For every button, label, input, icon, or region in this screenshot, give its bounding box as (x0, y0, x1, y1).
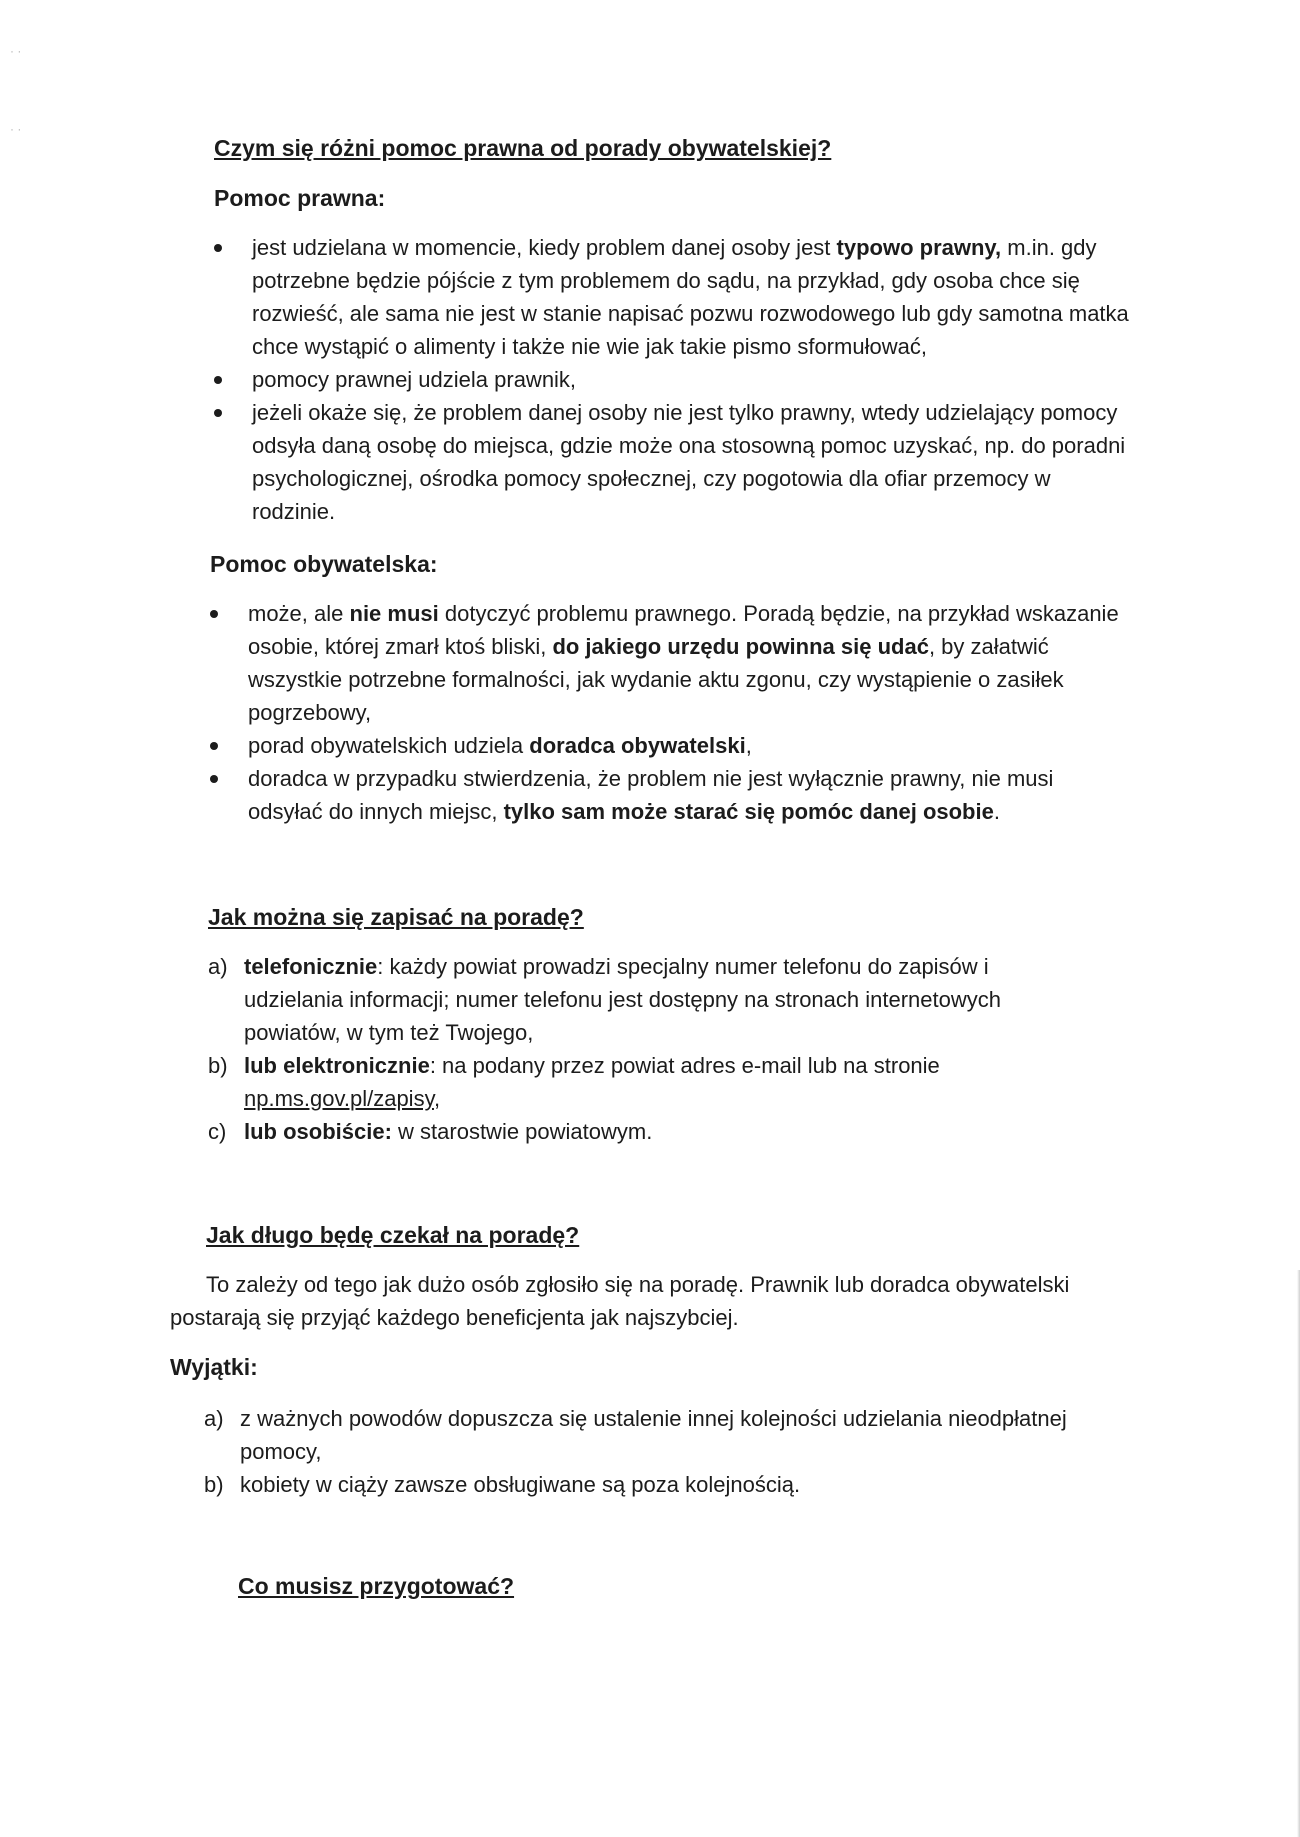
citizen-advice-heading: Pomoc obywatelska: (210, 551, 438, 577)
exceptions-list (204, 1402, 1124, 1501)
scan-speck: · · (10, 122, 22, 136)
scan-speck: · · (10, 44, 22, 58)
bullet-icon (210, 775, 218, 783)
list-item: porad obywatelskich udziela doradca obywatelski, (210, 729, 1130, 762)
section-title-signup: Jak można się zapisać na poradę? (208, 904, 584, 930)
bullet-icon (214, 376, 222, 384)
section-title-wait-time: Jak długo będę czekał na poradę? (206, 1222, 580, 1248)
legal-aid-list (214, 231, 1134, 528)
list-item: b) kobiety w ciąży zawsze obsługiwane są poza kolejnością. (204, 1472, 801, 1497)
list-item: a) telefonicznie: każdy powiat prowadzi specjalny numer telefonu do zapisów i udzielania informacji; numer telefonu jest dostępny na stronach internetowych powiatów, w tym też Twojego, (208, 954, 1001, 1045)
list-item: doradca w przypadku stwierdzenia, że problem nie jest wyłącznie prawny, nie musi odsyłać do innych miejsc, tylko sam może starać się pomóc danej osobie. (210, 762, 1130, 828)
citizen-advice-list (210, 597, 1130, 828)
legal-aid-heading: Pomoc prawna: (214, 185, 386, 211)
signup-methods-list (208, 950, 1088, 1148)
bullet-icon (210, 742, 218, 750)
list-item: b) lub elektronicznie: na podany przez powiat adres e-mail lub na stronie np.ms.gov.pl/zapisy, (208, 1053, 940, 1111)
section-title-difference: Czym się różni pomoc prawna od porady obywatelskiej? (214, 135, 832, 161)
list-item: może, ale nie musi dotyczyć problemu prawnego. Poradą będzie, na przykład wskazanie osobie, której zmarł ktoś bliski, do jakiego urzędu powinna się udać, by załatwić wszystkie potrzebne formalności, jak wydanie aktu zgonu, czy wystąpienie o zasiłek pogrzebowy, (210, 597, 1130, 729)
section-title-preparation: Co musisz przygotować? (238, 1573, 515, 1599)
list-item: c) lub osobiście: w starostwie powiatowym. (208, 1119, 653, 1144)
bullet-icon (214, 409, 222, 417)
list-item: jeżeli okaże się, że problem danej osoby nie jest tylko prawny, wtedy udzielający pomocy odsyła daną osobę do miejsca, gdzie może ona stosowną pomoc uzyskać, np. do poradni psychologicznej, ośrodka pomocy społecznej, czy pogotowia dla ofiar przemocy w rodzinie. (214, 396, 1134, 528)
bullet-icon (214, 244, 222, 252)
wait-time-paragraph: To zależy od tego jak dużo osób zgłosiło się na poradę. Prawnik lub doradca obywatelski postarają się przyjąć każdego beneficjenta jak najszybciej. (170, 1272, 1070, 1330)
bullet-icon (210, 610, 218, 618)
exceptions-heading: Wyjątki: (170, 1354, 258, 1380)
list-item: a) z ważnych powodów dopuszcza się ustalenie innej kolejności udzielania nieodpłatnej pomocy, (204, 1406, 1067, 1464)
signup-link[interactable]: np.ms.gov.pl/zapisy (244, 1086, 434, 1111)
list-item: pomocy prawnej udziela prawnik, (214, 363, 1134, 396)
list-item: jest udzielana w momencie, kiedy problem danej osoby jest typowo prawny, m.in. gdy potrzebne będzie pójście z tym problemem do sądu, na przykład, gdy osoba chce się rozwieść, ale sama nie jest w stanie napisać pozwu rozwodowego lub gdy samotna matka chce wystąpić o alimenty i także nie wie jak takie pismo sformułować, (214, 231, 1134, 363)
